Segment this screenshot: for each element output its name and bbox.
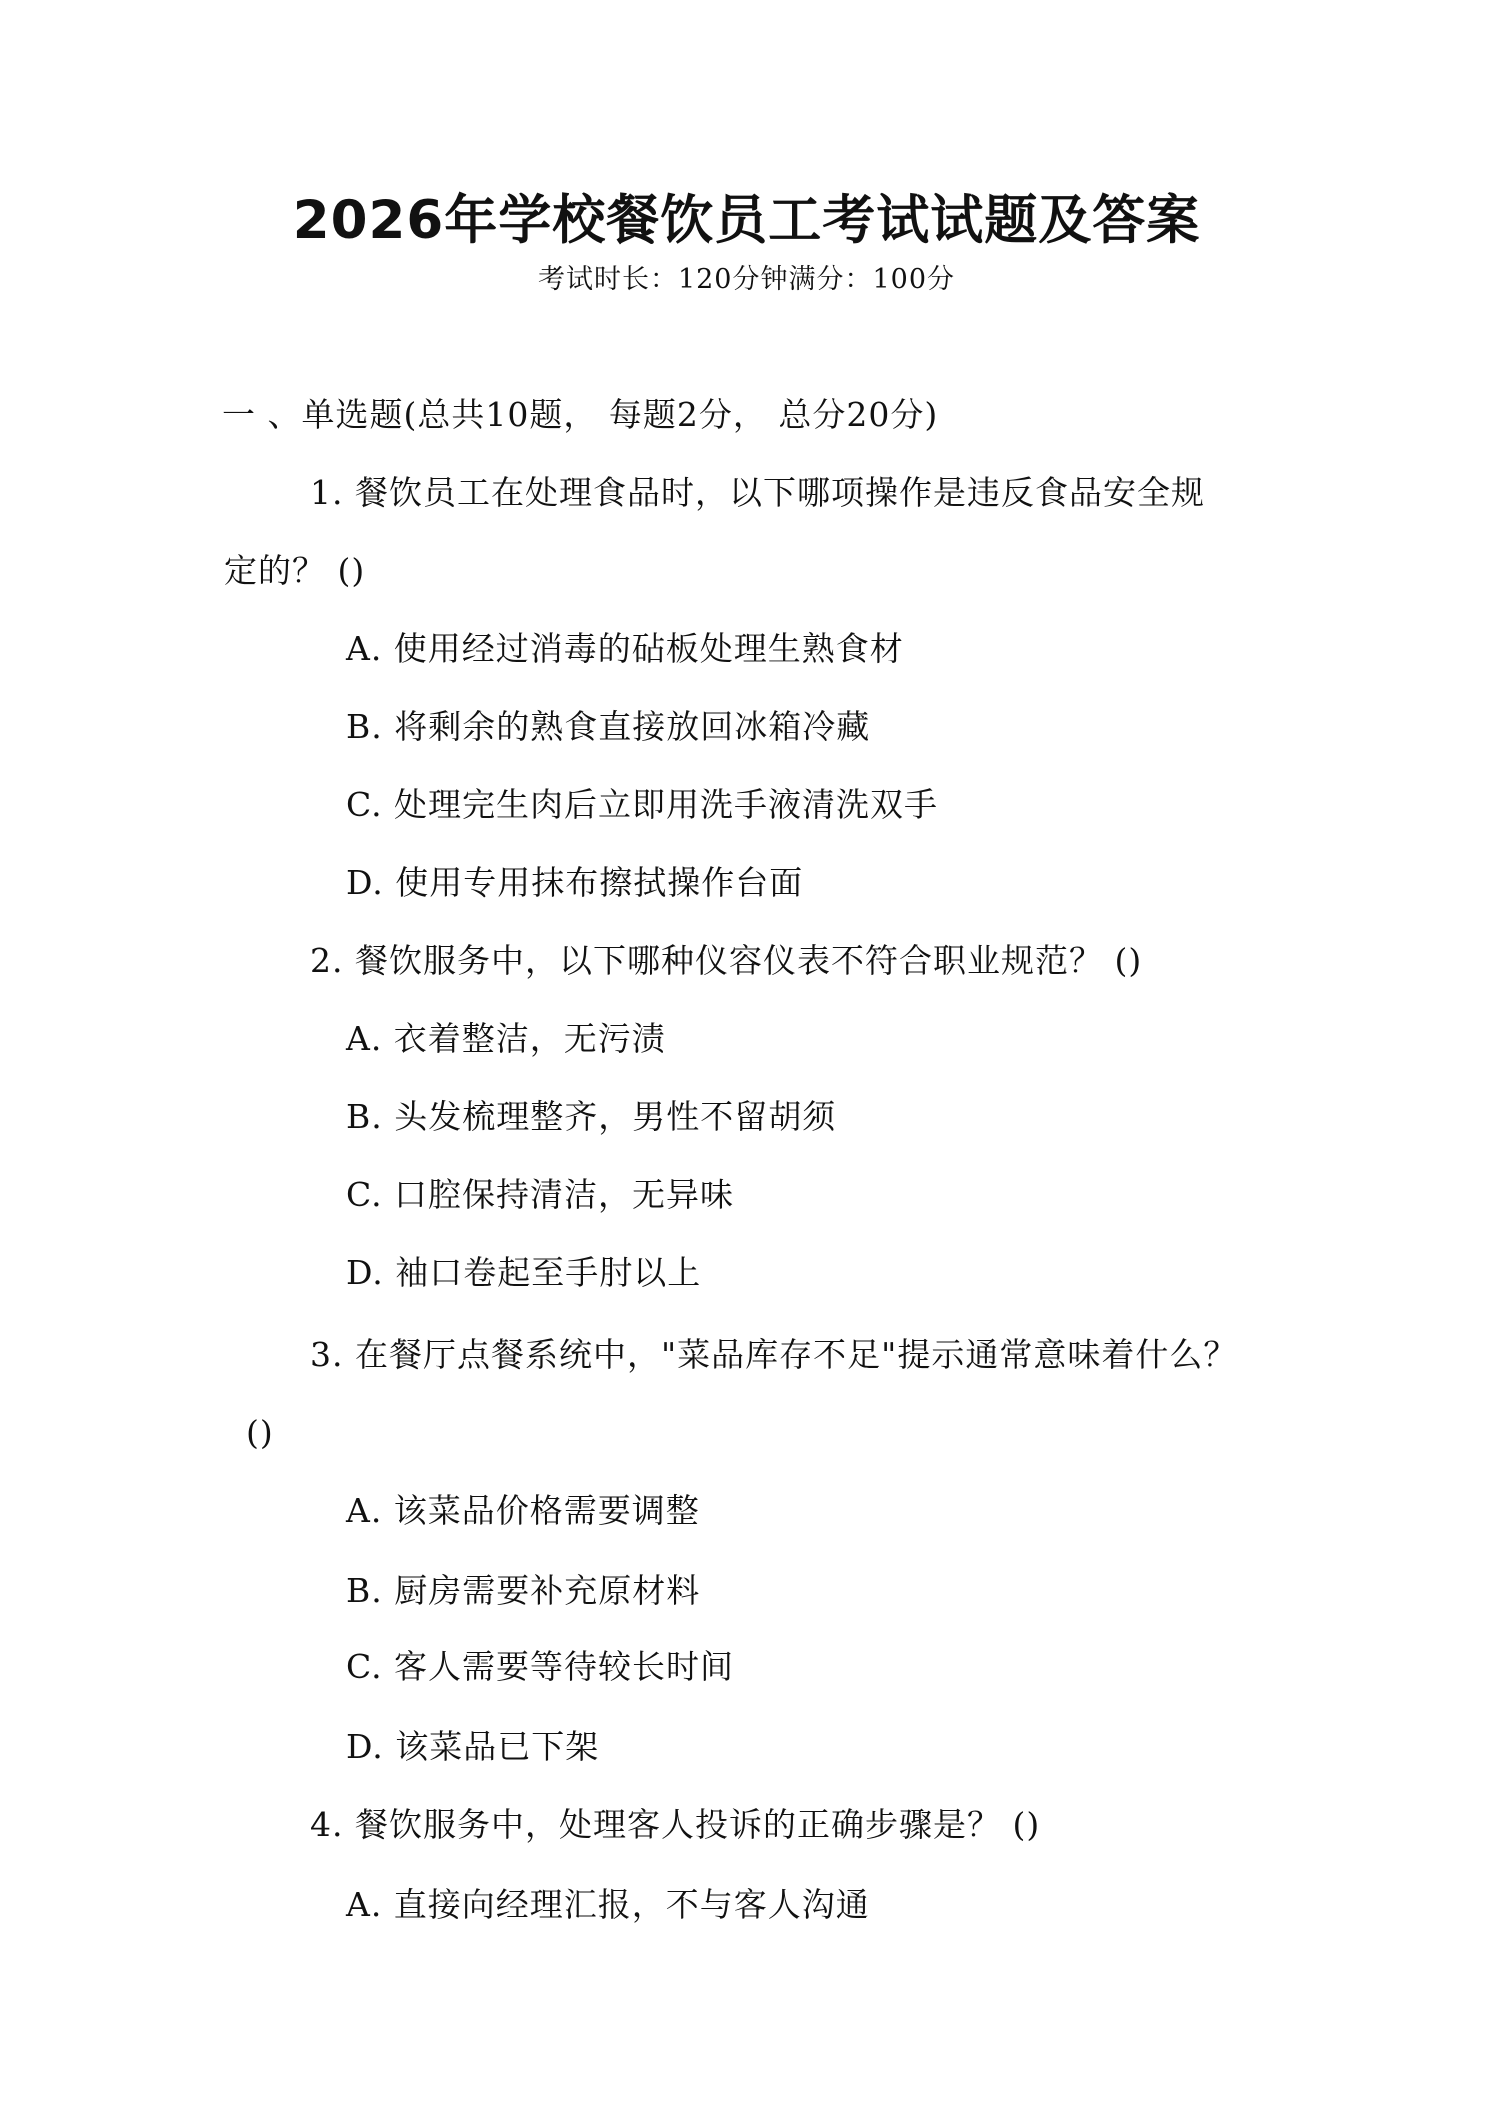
question-1-option-b: B. 将剩余的熟食直接放回冰箱冷藏 — [346, 707, 871, 746]
question-2-option-a: A. 衣着整洁，无污渍 — [346, 1019, 666, 1058]
section-heading: 一 、单选题(总共10题， 每题2分， 总分20分) — [222, 395, 939, 434]
question-1-option-a: A. 使用经过消毒的砧板处理生熟食材 — [346, 629, 904, 668]
question-3-option-c: C. 客人需要等待较长时间 — [346, 1647, 735, 1686]
exam-info: 考试时长：120分钟满分：100分 — [537, 264, 956, 295]
question-4-option-a: A. 直接向经理汇报，不与客人沟通 — [346, 1885, 870, 1924]
question-3-option-b: B. 厨房需要补充原材料 — [346, 1571, 701, 1610]
page-title: 2026年学校餐饮员工考试试题及答案 — [292, 190, 1201, 251]
question-3-text-continued: () — [246, 1413, 274, 1452]
question-1-option-c: C. 处理完生肉后立即用洗手液清洗双手 — [346, 785, 939, 824]
question-2-option-c: C. 口腔保持清洁，无异味 — [346, 1175, 735, 1214]
question-3-option-a: A. 该菜品价格需要调整 — [346, 1491, 700, 1530]
question-3-text: 3. 在餐厅点餐系统中，"菜品库存不足"提示通常意味着什么？ — [310, 1335, 1238, 1374]
question-1-text: 1. 餐饮员工在处理食品时，以下哪项操作是违反食品安全规 — [310, 473, 1205, 512]
question-2-option-d: D. 袖口卷起至手肘以上 — [346, 1253, 702, 1292]
question-2-text: 2. 餐饮服务中，以下哪种仪容仪表不符合职业规范？ () — [310, 941, 1143, 980]
question-4-text: 4. 餐饮服务中，处理客人投诉的正确步骤是？ () — [310, 1805, 1041, 1844]
question-2-option-b: B. 头发梳理整齐，男性不留胡须 — [346, 1097, 837, 1136]
question-1-option-d: D. 使用专用抹布擦拭操作台面 — [346, 863, 804, 902]
question-1-text-continued: 定的？ () — [224, 551, 366, 590]
question-3-option-d: D. 该菜品已下架 — [346, 1727, 600, 1766]
